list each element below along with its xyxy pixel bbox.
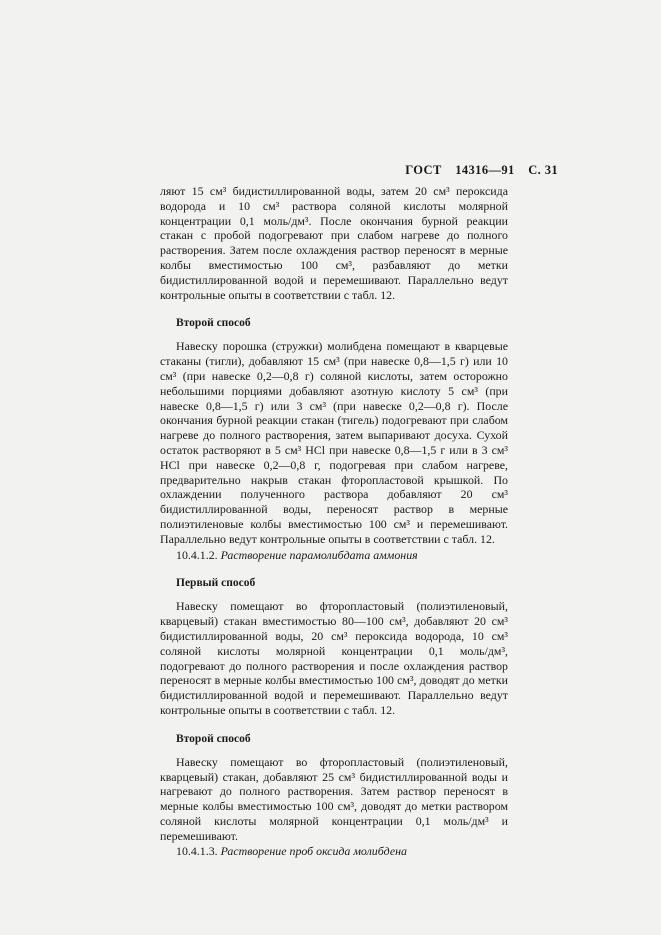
- clause-title: Растворение парамолибдата аммония: [220, 547, 418, 562]
- text-column: [160, 184, 508, 859]
- paragraph-second-method-molybdenum: Навеску порошка (стружки) молибдена помещают в кварцевые стаканы (тигли), добавляют 15 см³ (при навеске 0,8—1,5 г) или 10 см³ (при навеске 0,2—0,8 г) соляной кислоты, затем осторожно небольшими порциями добавляют азотную кислоту 5 см³ (при навеске 0,8—1,5 г) или 3 см³ (при навеске 0,2—0,8 г). После окончания бурной реакции стакан (тигель) подогревают при слабом нагреве до полного растворения, затем выпаривают досуха. Сухой остаток растворяют в 5 см³ HCl при навеске 0,8—1,5 г или в 3 см³ HCl при навеске 0,2—0,8 г, подогревая при слабом нагреве, предварительно накрыв стакан фторопластовой крышкой. По охлаждении полученного раствора добавляют 20 см³ бидистиллированной воды, переносят раствор в мерные полиэтиленовые колбы вместимостью 100 см³ и перемешивают. Параллельно ведут контрольные опыты в соответствии с табл. 12.: [160, 339, 508, 546]
- header-number: 14316—91: [455, 163, 515, 177]
- clause-number: 10.4.1.2.: [176, 547, 218, 562]
- section-heading-first-method: Первый способ: [176, 577, 256, 590]
- clause-10-4-1-3: [160, 844, 508, 859]
- header-page: С. 31: [528, 163, 558, 177]
- section-heading-second-method: Второй способ: [176, 317, 251, 330]
- section-heading-second-method-2: Второй способ: [176, 732, 251, 745]
- clause-title: Растворение проб оксида молибдена: [220, 844, 407, 859]
- clause-number: 10.4.1.3.: [176, 844, 218, 859]
- paragraph-second-method-paramolybdate: Навеску помещают во фторопластовый (полиэтиленовый, кварцевый) стакан, добавляют 25 см³ бидистиллированной воды и нагревают до полного растворения. Затем раствор переносят в мерные колбы вместимостью 100 см³, доводят до метки раствором соляной кислоты молярной концентрации 0,1 моль/дм³ и перемешивают.: [160, 754, 508, 843]
- paragraph-continuation: ляют 15 см³ бидистиллированной воды, затем 20 см³ пероксида водорода и 10 см³ раствора соляной кислоты молярной концентрации 0,1 моль/дм³. После окончания бурной реакции стакан с пробой подогревают при слабом нагреве до полного растворения. Затем после охлаждения раствор переносят в мерные колбы вместимостью 100 см³, разбавляют до метки бидистиллированной водой и перемешивают. Параллельно ведут контрольные опыты в соответствии с табл. 12.: [160, 184, 508, 302]
- header-standard: ГОСТ: [405, 163, 442, 177]
- clause-10-4-1-2: [160, 548, 508, 563]
- page-header: [405, 163, 558, 178]
- paragraph-first-method-paramolybdate: Навеску помещают во фторопластовый (полиэтиленовый, кварцевый) стакан вместимостью 80—100 см³, добавляют 20 см³ бидистиллированной воды, 20 см³ пероксида водорода, 10 см³ соляной кислоты молярной концентрации 0,1 моль/дм³, подогревают до полного растворения и после охлаждения раствор переносят в мерные колбы вместимостью 100 см³, доводят до метки бидистиллированной водой и перемешивают. Параллельно ведут контрольные опыты в соответствии с табл. 12.: [160, 599, 508, 717]
